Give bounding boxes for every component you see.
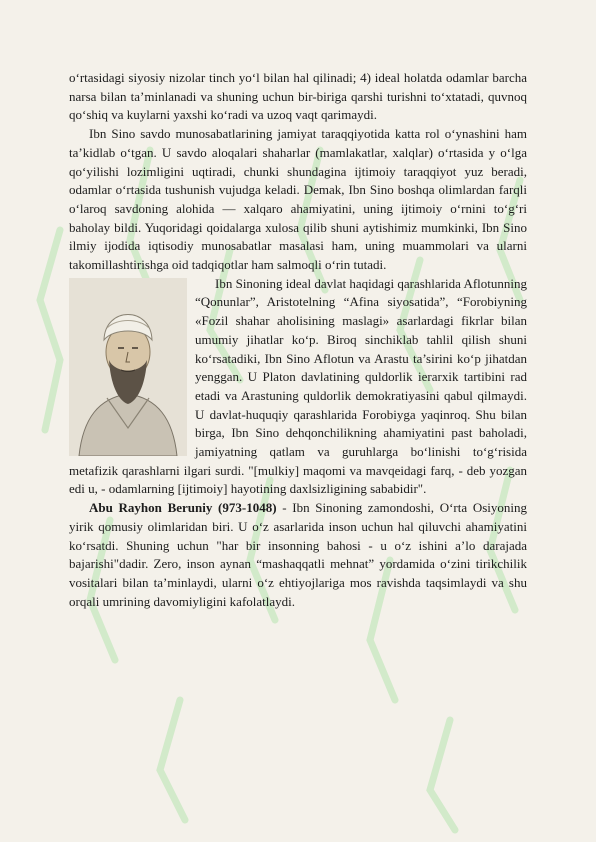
scholar-portrait-icon: [69, 278, 187, 456]
document-body: [69, 69, 527, 611]
beruniy-portrait: [69, 278, 187, 456]
beruniy-heading: Abu Rayhon Beruniy (973-1048): [89, 500, 277, 516]
paragraph-1: o‘rtasidagi siyosiy nizolar tinch yo‘l bilan hal qilinadi; 4) ideal holatda odamlar barcha narsa bilan ta’minlanadi va shuning uchun bir-biriga qarshi turishni to‘xtatadi, quvnoq qo‘shiq va kuylarni yaxshi ko‘radi va uzoq vaqt qarimaydi.: [69, 70, 527, 123]
paragraph-2: Ibn Sino savdo munosabatlarining jamiyat taraqqiyotida katta rol o‘ynashini ham ta’kidlab o‘tgan. U savdo aloqalari shaharlar (mamlakatlar, xalqlar) o‘rtasida y o‘lga qo‘yilishi lozimligini uqtiradi, chunki shundagina ijtimoiy taraqqiyot yuz beradi, odamlar o‘rtasida tushunish vujudga keladi. Demak, Ibn Sino boshqa olimlardan farqli o‘laroq savdoning alohida — xalqaro ahamiyatini, uning ijtimoiy o‘rnini to‘g‘ri baholay bildi. Yuqoridagi qoidalarga xulosa qilib shuni aytishimiz mumkinki, Ibn Sino ilmiy ijodida iqtisodiy munosabatlar masalasi ham, uning muammolari va ularni takomillashtirishga oid tadqiqotlar ham salmoqli o‘rin tutadi.: [69, 126, 527, 273]
paragraph-3: Ibn Sinoning ideal davlat haqidagi qarashlarida Aflotunning “Qonunlar”, Aristotelning “Afina siyosatida”, “Forobiyning «Fozil shahar aholisining maslagi» asarlardagi fikrlar bilan umumiy jihatlar ko‘p. Biroq sinchiklab tahlil qilish shuni ko‘rsatadiki, Ibn Sino Aflotun va Arastu ta’sirini ko‘p jihatdan yenggan. U Platon davlatining quldorlik ierarxik tartibini rad etadi va Arastuning quldorlik demokratiyasini qabul qilmaydi. U davlat-huquqiy qarashlarida Forobiyga yaqinroq. Shu bilan birga, Ibn Sino dehqonchilikning ahamiyatini past baholadi, jamiyatning qatlam va guruhlarga bo‘linishi to‘g‘risida metafizik qarashlarni ilgari surdi. "[mulkiy] maqomi va mavqeidagi farq, - deb yozgan edi u, - odamlarning [ijtimoiy] hayotining daxlsizligining sababidir".: [69, 275, 527, 497]
paragraph-4: Abu Rayhon Beruniy (973-1048) - Ibn Sinoning zamondoshi, O‘rta Osiyoning yirik qomusiy olimlaridan biri. U o‘z asarlarida inson uchun hal qiluvchi ahamiyatini ko‘rsatdi. Shuning uchun "har bir insonning bahosi - u o‘z ishini a’lo darajada bajarishi"dadir. Zero, inson aynan “mashaqqatli mehnat” yordamida o‘zini tirikchilik vositalari bilan ta’minlaydi, ularni o‘z ehtiyojlariga mos ravishda taqsimlaydi va shu orqali umrining davomiyligini kafolatlaydi.: [69, 500, 527, 609]
